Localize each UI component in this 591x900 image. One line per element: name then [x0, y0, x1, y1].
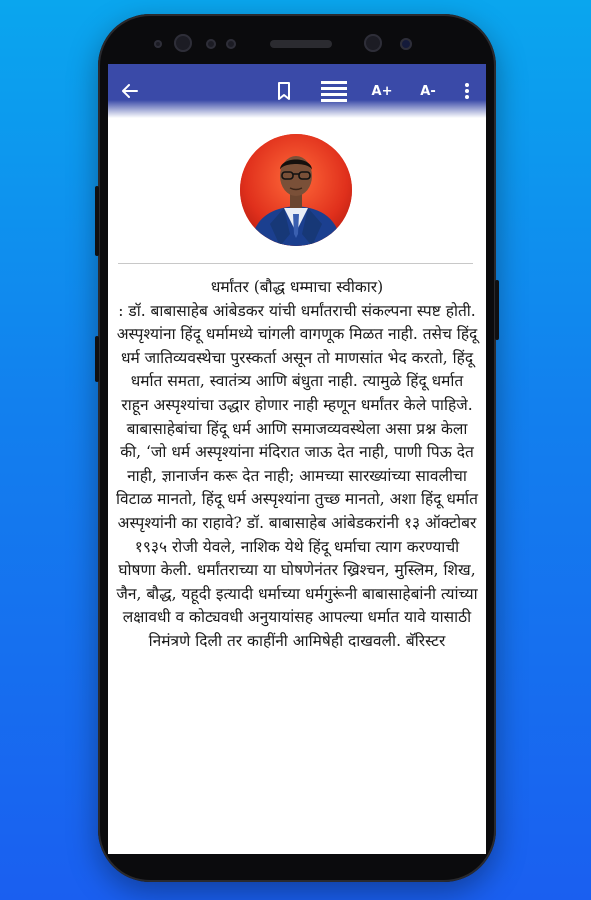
- text-align-icon: [321, 80, 347, 102]
- bixby-button: [95, 336, 99, 382]
- power-button: [495, 280, 499, 340]
- scroll-fade: [108, 100, 486, 118]
- portrait-avatar: [240, 134, 352, 246]
- bookmark-icon: [277, 82, 291, 100]
- phone-frame: [98, 14, 496, 882]
- font-decrease-label: A-: [420, 83, 436, 99]
- sensor-dot: [206, 39, 216, 49]
- iris-camera: [364, 34, 382, 52]
- volume-button: [95, 186, 99, 256]
- earpiece-speaker: [270, 40, 332, 48]
- divider: [118, 263, 473, 264]
- app-screen: [108, 64, 486, 854]
- sensor-dot: [226, 39, 236, 49]
- article-body: [116, 276, 478, 654]
- article-title: धर्मांतर (बौद्ध धम्माचा स्वीकार): [210, 278, 384, 296]
- arrow-left-icon: [121, 82, 139, 100]
- front-camera: [174, 34, 192, 52]
- sensor-dot: [400, 38, 412, 50]
- article-text: : डॉ. बाबासाहेब आंबेडकर यांची धर्मांतराची संकल्पना स्पष्ट होती. अस्पृश्यांना हिंदू धर्मामध्ये चांगली वागणूक मिळत नाही. तसेच हिंदू धर्म जातिव्यवस्थेचा पुरस्कर्ता असून तो माणसांत भेद करतो, हिंदू धर्मात समता, स्वातंत्र्य आणि बंधुता नाही. त्यामुळे हिंदू धर्मात राहून अस्पृश्यांचा उद्धार होणार नाही म्हणून धर्मांतर केले पाहिजे. बाबासाहेबांचा हिंदू धर्म आणि समाजव्यवस्थेला असा प्रश्न केला की, ‘जो धर्म अस्पृश्यांना मंदिरात जाऊ देत नाही, पाणी पिऊ देत नाही, ज्ञानार्जन करू देत नाही; आमच्या सारख्यांच्या सावलीचा विटाळ मानतो, हिंदू धर्म अस्पृश्यांना तुच्छ मानतो, अशा हिंदू धर्मात अस्पृश्यांनी का राहावे? डॉ. बाबासाहेब आंबेडकरांनी १३ ऑक्टोबर १९३५ रोजी येवले, नाशिक येथे हिंदू धर्माचा त्याग करण्याची घोषणा केली. धर्मांतराच्या या घोषणेनंतर ख्रिश्चन, मुस्लिम, शिख, जैन, बौद्ध, यहूदी इत्यादी धर्माच्या धर्मगुरूंनी बाबासाहेबांनी त्यांच्या लक्षावधी व कोट्यवधी अनुयायांसह आपल्या धर्मात यावे यासाठी निमंत्रणे दिली तर काहींनी आमिषेही दाखवली. बॅरिस्टर: [116, 301, 478, 650]
- font-increase-label: A+: [371, 83, 393, 99]
- sensor-dot: [154, 40, 162, 48]
- more-vertical-icon: [464, 82, 470, 100]
